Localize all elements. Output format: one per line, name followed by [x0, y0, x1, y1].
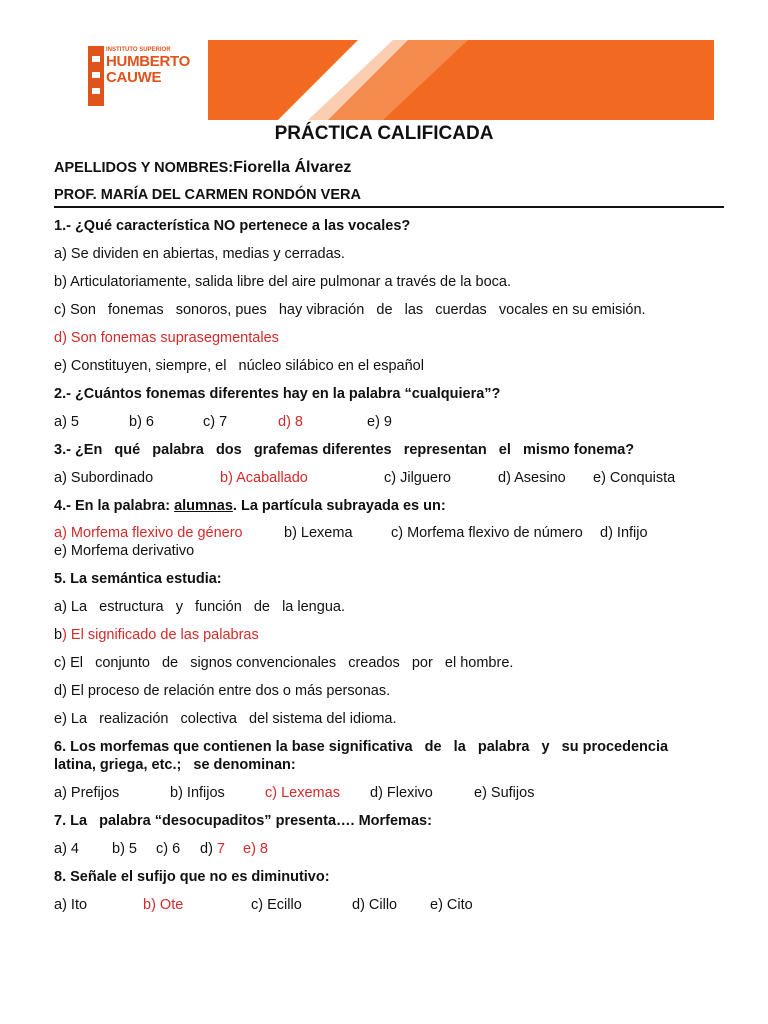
question-2: 2.- ¿Cuántos fonemas diferentes hay en la palabra “cualquiera”?: [54, 386, 501, 402]
q4-option-a-answer: a) Morfema flexivo de género: [54, 525, 243, 541]
q6-option-c-answer: c) Lexemas: [265, 785, 340, 801]
q5-option-a: a) La estructura y función de la lengua.: [54, 599, 345, 615]
question-5: 5. La semántica estudia:: [54, 571, 222, 587]
q1-option-e: e) Constituyen, siempre, el núcleo silábico en el español: [54, 358, 424, 374]
q8-option-d: d) Cillo: [352, 897, 398, 913]
institute-logo: [88, 42, 190, 110]
q6-option-e: e) Sufijos: [474, 785, 535, 801]
q8-option-a: a) Ito: [54, 897, 88, 913]
q5-option-e: e) La realización colectiva del sistema del idioma.: [54, 711, 397, 727]
question-3: 3.- ¿En qué palabra dos grafemas diferentes representan el mismo fonema?: [54, 442, 635, 458]
q7-option-d-answer: [200, 840, 225, 858]
logo-line-1: INSTITUTO SUPERIOR: [106, 47, 171, 53]
q4-text-prefix: 4.- En la palabra:: [54, 498, 175, 514]
q4-text-suffix: . La partícula subrayada es un:: [232, 498, 446, 514]
header: [88, 40, 714, 120]
question-8: 8. Señale el sufijo que no es diminutivo:: [54, 869, 330, 885]
logo-line-2: HUMBERTO: [106, 53, 190, 70]
q7-option-d-letter: d): [200, 841, 217, 857]
q6-option-b: b) Infijos: [170, 785, 225, 801]
q4-option-e: e) Morfema derivativo: [54, 543, 195, 559]
header-banner: [208, 40, 714, 120]
q5-option-b-letter: b: [54, 627, 63, 643]
q3-option-c: c) Jilguero: [384, 470, 451, 486]
logo-line-3: CAUWE: [106, 69, 162, 86]
q5-option-d: d) El proceso de relación entre dos o más personas.: [54, 683, 391, 699]
q6-option-d: d) Flexivo: [370, 785, 433, 801]
q6-option-a: a) Prefijos: [54, 785, 120, 801]
header-divider: [54, 206, 724, 208]
q2-option-d-answer: d) 8: [278, 414, 303, 430]
q7-option-e-answer: e) 8: [243, 841, 268, 857]
page-title: PRÁCTICA CALIFICADA: [274, 123, 494, 144]
q1-option-b: b) Articulatoriamente, salida libre del aire pulmonar a través de la boca.: [54, 274, 511, 290]
q3-option-a: a) Subordinado: [54, 470, 154, 486]
q3-option-e: e) Conquista: [593, 470, 676, 486]
question-4: [54, 497, 446, 515]
logo-text: [106, 46, 190, 86]
q1-option-a: a) Se dividen en abiertas, medias y cerradas.: [54, 246, 345, 262]
q1-option-c: c) Son fonemas sonoros, pues hay vibración de las cuerdas vocales en su emisión.: [54, 302, 646, 318]
q4-option-c: c) Morfema flexivo de número: [391, 525, 583, 541]
q2-option-a: a) 5: [54, 414, 79, 430]
q1-option-d-answer: d) Son fonemas suprasegmentales: [54, 330, 279, 346]
q2-option-e: e) 9: [367, 414, 392, 430]
q4-underlined-word: alumnas: [174, 498, 233, 514]
question-6-line-1: 6. Los morfemas que contienen la base significativa de la palabra y su procedencia: [54, 739, 669, 755]
q7-option-c: c) 6: [156, 841, 181, 857]
student-name: Fiorella Álvarez: [233, 159, 352, 176]
q8-option-b-answer: b) Ote: [143, 897, 184, 913]
question-1: 1.- ¿Qué característica NO pertenece a las vocales?: [54, 218, 411, 234]
teacher-name: PROF. MARÍA DEL CARMEN RONDÓN VERA: [54, 187, 361, 203]
question-7: 7. La palabra “desocupaditos” presenta…. Morfemas:: [54, 813, 432, 829]
q5-option-b-text: ) El significado de las palabras: [62, 627, 259, 643]
q7-option-d-value: 7: [216, 841, 225, 857]
q7-option-b: b) 5: [112, 841, 137, 857]
q5-option-c: c) El conjunto de signos convencionales creados por el hombre.: [54, 655, 514, 671]
q8-option-c: c) Ecillo: [251, 897, 302, 913]
q4-option-b: b) Lexema: [284, 525, 353, 541]
q7-option-a: a) 4: [54, 841, 79, 857]
question-6-line-2: latina, griega, etc.; se denominan:: [54, 757, 296, 773]
q4-option-d: d) Infijo: [600, 525, 648, 541]
q5-option-b-answer: [54, 626, 259, 644]
student-label: APELLIDOS Y NOMBRES:: [54, 160, 234, 176]
q3-option-d: d) Asesino: [498, 470, 566, 486]
q8-option-e: e) Cito: [430, 897, 473, 913]
q2-option-b: b) 6: [129, 414, 154, 430]
q2-option-c: c) 7: [203, 414, 228, 430]
student-row: [54, 159, 351, 177]
q3-option-b-answer: b) Acaballado: [220, 470, 308, 486]
